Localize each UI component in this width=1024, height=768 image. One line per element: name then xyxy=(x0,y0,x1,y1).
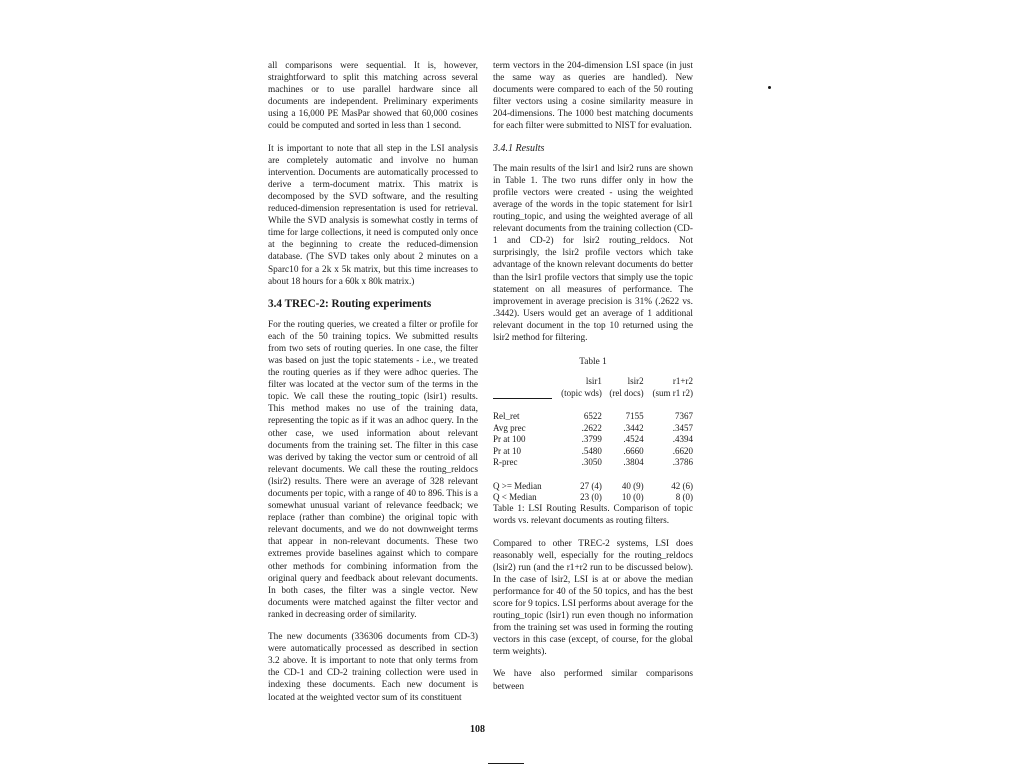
table-row xyxy=(493,434,693,445)
table-cell: .3799 xyxy=(581,434,602,445)
table-header-lsir1: lsir1 xyxy=(585,376,602,387)
section-heading: 3.4 TREC-2: Routing experiments xyxy=(268,297,432,310)
table-cell: .4524 xyxy=(623,434,644,445)
right-paragraph-3: Compared to other TREC-2 systems, LSI does reasonably well, especially for the routing_reldocs (lsir2) run (and the r1+r2 run to be discussed below). In the case of lsir2, LSI is at or above the median performance for 40 of the 50 topics, and has the best score for 9 topics. LSI performs about average for the routing_topic (lsir1) run even though no information from the training set was used in forming the routing vectors in this case (except, of course, for the global term weights). xyxy=(493,538,693,658)
table-header-rule xyxy=(493,388,552,399)
table-cell: .3804 xyxy=(623,457,644,468)
table-row-label: Q < Median xyxy=(493,491,537,502)
table-row xyxy=(493,446,693,457)
table-cell: 7367 xyxy=(675,411,693,422)
stray-dot xyxy=(768,86,771,89)
page-number: 108 xyxy=(470,724,485,735)
table-gap-row xyxy=(493,469,693,481)
table-cell: .4394 xyxy=(672,434,693,445)
table-cell: .3050 xyxy=(581,457,602,468)
left-paragraph-4: The new documents (336306 documents from CD-3) were automatically processed as described in section 3.2 above. It is important to note that only terms from the CD-1 and CD-2 training collection were used in indexing these documents. Each new document is located at the weighted vector sum of its constituent xyxy=(268,632,478,703)
table-header-blank xyxy=(493,376,552,387)
results-table xyxy=(493,376,693,503)
table-cell: .6660 xyxy=(623,445,644,456)
right-column xyxy=(493,60,693,703)
table-header-lsir2: lsir2 xyxy=(627,376,644,387)
table-cell: 10 (0) xyxy=(621,491,644,502)
left-paragraph-2: It is important to note that all step in the LSI analysis are completely automatic and involve no human intervention. Documents are automatically processed to derive a term-document matrix. This matrix is decomposed by the SVD software, and the resulting reduced-dimension representation is used for retrieval. While the SVD analysis is somewhat costly in terms of time for large collections, it need is computed only once at the beginning to create the reduced-dimension database. (The SVD takes only about 2 minutes on a Sparc10 for a 2k x 5k matrix, but this time increases to about 18 hours for a 60k x 80k matrix.) xyxy=(268,143,478,287)
left-column xyxy=(268,60,478,714)
table-cell: 7155 xyxy=(625,411,644,422)
table-cell: 40 (9) xyxy=(621,480,644,491)
table-row-label: Rel_ret xyxy=(493,411,520,422)
bottom-rule xyxy=(488,763,524,764)
table-row xyxy=(493,411,693,422)
right-paragraph-4: We have also performed similar comparisons between xyxy=(493,669,693,692)
table-subheader-lsir2: (rel docs) xyxy=(609,387,644,398)
left-paragraph-1: all comparisons were sequential. It is, however, straightforward to split this matching across several machines or to use parallel hardware since all documents are independent. Preliminary experiments using a 16,000 PE MasPar showed that 60,000 cosines could be computed and sorted in less than 1 second. xyxy=(268,61,478,132)
table-row-label: Pr at 10 xyxy=(493,445,521,456)
table-title: Table 1 xyxy=(579,357,607,368)
table-cell: 23 (0) xyxy=(580,491,602,502)
left-paragraph-3: For the routing queries, we created a filter or profile for each of the 50 training topics. We submitted results from two sets of routing queries. In one case, the filter was based on just the topic statements - i.e., we treated the routing queries as if they were adhoc queries. The filter was located at the vector sum of the terms in the topic. We call these the routing_topic (lsir1) results. This method makes no use of the training data, representing the topic as if it was an adhoc query. In the other case, we used information about relevant documents from the training set. The filter in this case was derived by taking the vector sum or centroid of all relevant documents. We call these the routing_reldocs (lsir2) results. There were an average of 328 relevant documents per topic, with a range of 40 to 896. This is a somewhat unusual variant of relevance feedback; we replace (rather than combine) the original topic with relevant documents, and we do not downweight terms that appear in non-relevant documents. These two extremes provide baselines against which to compare other methods for combining information from the original query and feedback about relevant documents. In both cases, the filter was a single vector. New documents were matched against the filter vector and ranked in decreasing order of similarity. xyxy=(268,319,478,620)
table-cell: 42 (6) xyxy=(671,480,693,491)
table-row xyxy=(493,481,693,492)
table-row-label: Q >= Median xyxy=(493,480,542,491)
right-paragraph-1: term vectors in the 204-dimension LSI space (in just the same way as queries are handled). New documents were compared to each of the 50 routing filter vectors using a cosine similarity measure in 204-dimensions. The 1000 best matching documents for each filter were submitted to NIST for evaluation. xyxy=(493,61,693,132)
table-cell: .3457 xyxy=(672,422,693,433)
table-caption: Table 1: LSI Routing Results. Comparison of topic words vs. relevant documents as routing filters. xyxy=(493,504,693,527)
table-cell: .5480 xyxy=(581,445,602,456)
table-row-label: Avg prec xyxy=(493,422,526,433)
table-cell: .3786 xyxy=(672,457,693,468)
table-row-label: R-prec xyxy=(493,457,518,468)
table-cell: .2622 xyxy=(581,422,602,433)
table-header-r1r2: r1+r2 xyxy=(672,376,693,387)
table-row-label: Pr at 100 xyxy=(493,434,526,445)
table-row xyxy=(493,492,693,503)
table-subheader-r1r2: (sum r1 r2) xyxy=(652,387,693,398)
table-cell: .6620 xyxy=(672,445,693,456)
table-row xyxy=(493,423,693,434)
table-subheader-lsir1: (topic wds) xyxy=(561,387,602,398)
table-cell: 6522 xyxy=(583,411,602,422)
table-cell: 8 (0) xyxy=(675,491,693,502)
table-cell: 27 (4) xyxy=(580,480,602,491)
right-paragraph-2: The main results of the lsir1 and lsir2 runs are shown in Table 1. The two runs differ only in how the profile vectors were created - using the weighted average of the words in the topic statement for lsir1 routing_topic, and using the weighted average of all relevant documents from the training collection (CD-1 and CD-2) for lsir2 routing_reldocs. Not surprisingly, the lsir2 profile vectors which take advantage of the known relevant documents do better than the lsir1 profile vectors that simply use the topic statement on all measures of performance. The improvement in average precision is 31% (.2622 vs. .3442). Users would get an average of 1 additional relevant document in the top 10 returned using the lsir2 method for filtering. xyxy=(493,163,693,343)
table-cell: .3442 xyxy=(623,422,644,433)
table-row xyxy=(493,457,693,468)
subsection-heading: 3.4.1 Results xyxy=(493,142,545,154)
